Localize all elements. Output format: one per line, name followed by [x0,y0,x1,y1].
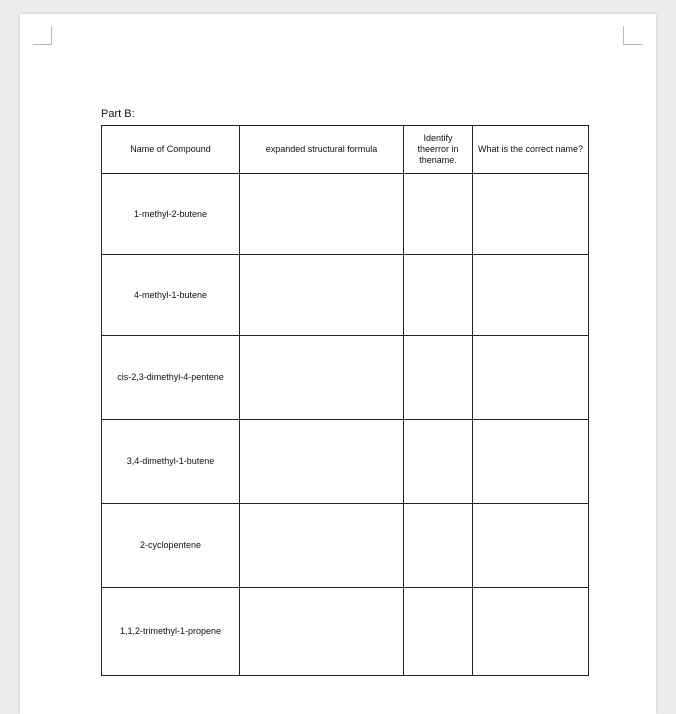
crop-mark-top-left [33,26,52,45]
correct-name-cell[interactable] [473,504,589,588]
correct-name-cell[interactable] [473,255,589,336]
table-row [102,420,589,504]
compound-name-cell: 4-methyl-1-butene [102,255,240,336]
compound-name-cell: 1,1,2-trimethyl-1-propene [102,588,240,676]
document-page [20,14,656,714]
compound-name-cell: 1-methyl-2-butene [102,174,240,255]
table-row [102,336,589,420]
compound-table [101,125,589,676]
correct-name-cell[interactable] [473,588,589,676]
table-row [102,255,589,336]
correct-name-cell[interactable] [473,420,589,504]
error-cell[interactable] [404,174,473,255]
part-label: Part B: [101,108,135,120]
table-header-row [102,126,589,174]
correct-name-cell[interactable] [473,336,589,420]
structural-formula-cell[interactable] [240,255,404,336]
header-expanded-structural-formula: expanded structural formula [240,126,404,174]
error-cell[interactable] [404,588,473,676]
structural-formula-cell[interactable] [240,174,404,255]
table-row [102,504,589,588]
structural-formula-cell[interactable] [240,588,404,676]
error-cell[interactable] [404,420,473,504]
header-correct-name: What is the correct name? [473,126,589,174]
correct-name-cell[interactable] [473,174,589,255]
error-cell[interactable] [404,255,473,336]
compound-name-cell: 2-cyclopentene [102,504,240,588]
table-row [102,588,589,676]
structural-formula-cell[interactable] [240,504,404,588]
structural-formula-cell[interactable] [240,336,404,420]
compound-name-cell: cis-2,3-dimethyl-4-pentene [102,336,240,420]
table-row [102,174,589,255]
error-cell[interactable] [404,336,473,420]
error-cell[interactable] [404,504,473,588]
compound-name-cell: 3,4-dimethyl-1-butene [102,420,240,504]
crop-mark-top-right [623,26,642,45]
header-identify-error: Identify theerror in thename. [404,126,473,174]
header-name-of-compound: Name of Compound [102,126,240,174]
structural-formula-cell[interactable] [240,420,404,504]
